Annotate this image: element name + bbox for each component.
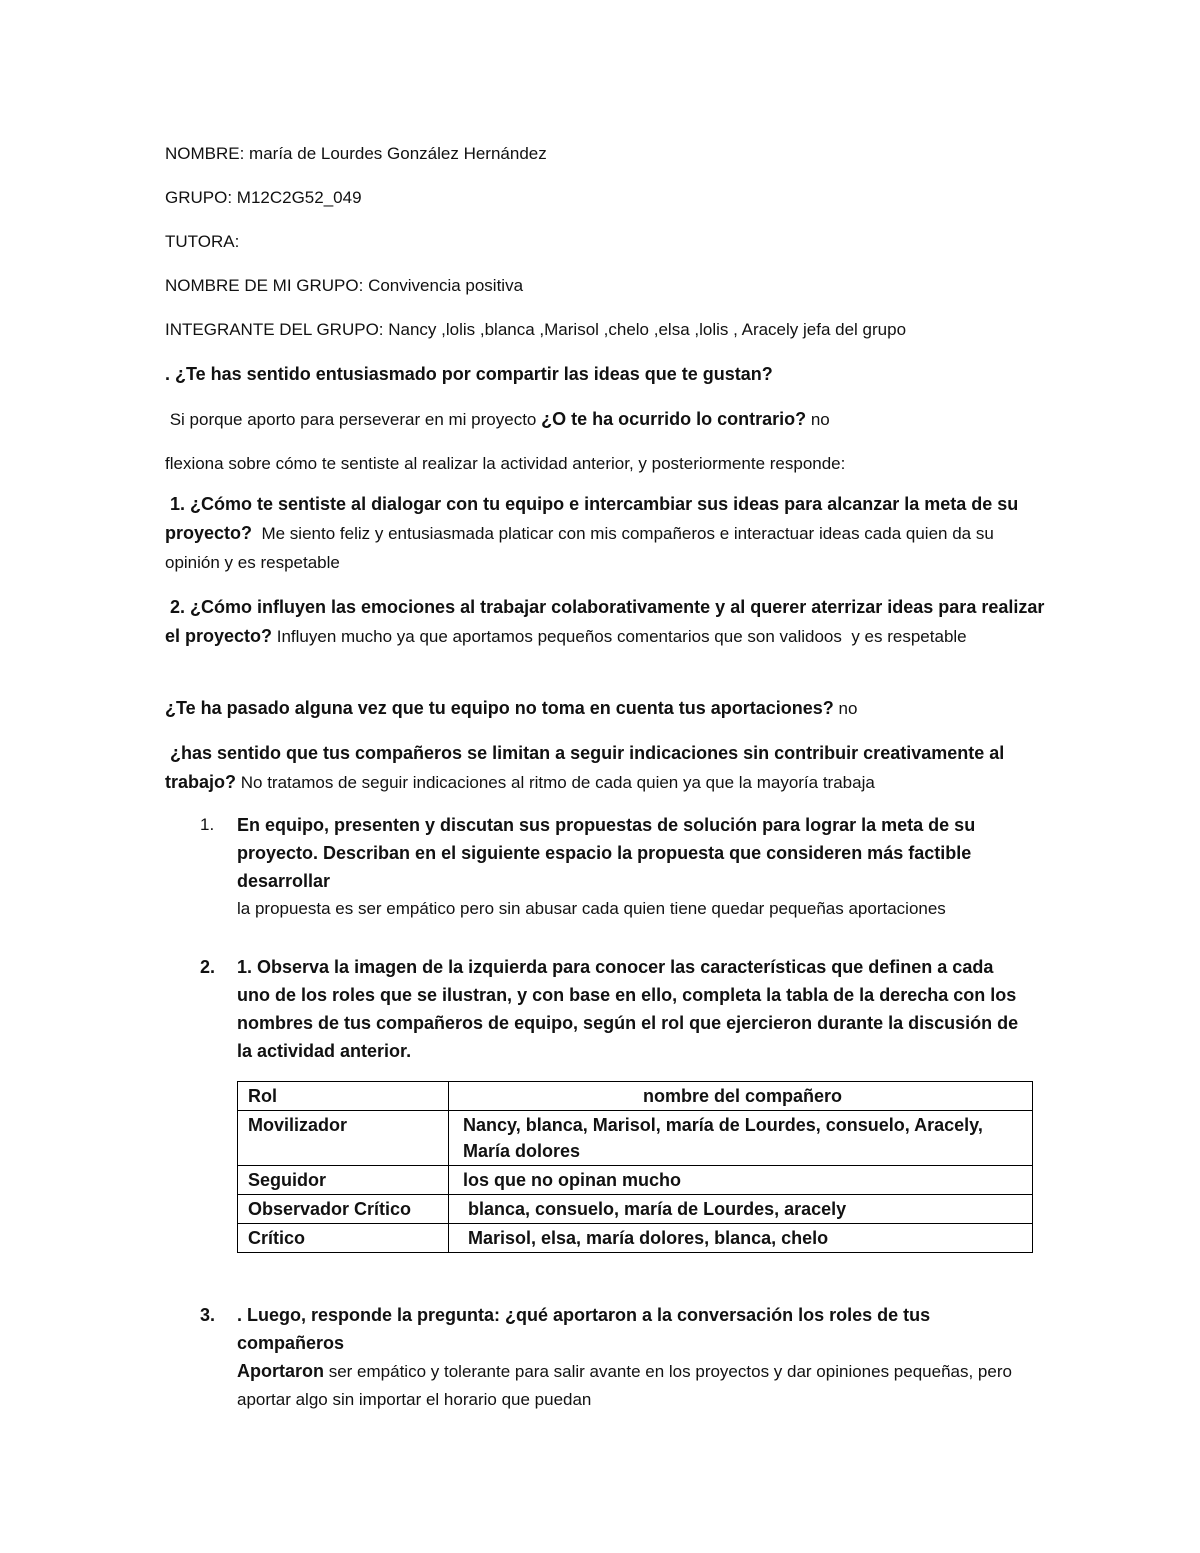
- answer-rest: ser empático y tolerante para salir avante en los proyectos y dar opiniones pequeñas, pero aportar algo sin importar el horario que puedan: [237, 1362, 1012, 1409]
- table-cell: Crítico: [238, 1224, 449, 1253]
- answer-enthusiasm-text: Si porque aporto para perseverar en mi proyecto: [165, 410, 542, 429]
- answer-1: Me siento feliz y entusiasmada platicar con mis compañeros e interactuar ideas cada quien da su opinión y es respetable: [165, 524, 999, 572]
- roles-table: [237, 1081, 1033, 1253]
- group-members: INTEGRANTE DEL GRUPO: Nancy ,lolis ,blanca ,Marisol ,chelo ,elsa ,lolis , Aracely jefa del grupo: [165, 320, 907, 339]
- list-item-text: En equipo, presenten y discutan sus propuestas de solución para lograr la meta de su proyecto. Describan en el siguiente espacio la propuesta que consideren más factible desarrollar: [237, 815, 976, 891]
- list-item-answer: [237, 1357, 1020, 1414]
- student-name: NOMBRE: maría de Lourdes González Hernández: [165, 144, 547, 163]
- group-code: GRUPO: M12C2G52_049: [165, 188, 362, 207]
- answer-enthusiasm: [165, 408, 830, 431]
- list-item: [200, 811, 1020, 923]
- table-row: [238, 1195, 1033, 1224]
- table-header-row: [238, 1082, 1033, 1111]
- question-1-block: [165, 490, 1045, 577]
- question-3: ¿Te ha pasado alguna vez que tu equipo no toma en cuenta tus aportaciones?: [165, 698, 834, 718]
- table-cell: blanca, consuelo, maría de Lourdes, aracely: [449, 1195, 1033, 1224]
- question-4: ¿has sentido que tus compañeros se limitan a seguir indicaciones sin contribuir creativamente al trabajo?: [165, 743, 1010, 792]
- table-header-cell: nombre del compañero: [449, 1082, 1033, 1111]
- answer-2: Influyen mucho ya que aportamos pequeños comentarios que son validoos y es respetable: [272, 627, 967, 646]
- answer-4: No tratamos de seguir indicaciones al ritmo de cada quien ya que la mayoría trabaja: [236, 773, 875, 792]
- answer-contrary: no: [806, 410, 830, 429]
- table-header-cell: Rol: [238, 1082, 449, 1111]
- list-number: 1.: [200, 815, 215, 834]
- list-item-answer: la propuesta es ser empático pero sin abusar cada quien tiene quedar pequeñas aportaciones: [237, 899, 946, 918]
- group-name: NOMBRE DE MI GRUPO: Convivencia positiva: [165, 276, 524, 295]
- list-number: 2.: [200, 957, 216, 977]
- table-cell: Marisol, elsa, maría dolores, blanca, chelo: [449, 1224, 1033, 1253]
- table-cell: Movilizador: [238, 1111, 449, 1166]
- tutor-label: TUTORA:: [165, 232, 240, 251]
- question-enthusiasm: . ¿Te has sentido entusiasmado por compartir las ideas que te gustan?: [165, 364, 773, 384]
- table-cell: Observador Crítico: [238, 1195, 449, 1224]
- list-item-text: 1. Observa la imagen de la izquierda para conocer las características que definen a cada uno de los roles que se ilustran, y con base en ello, completa la tabla de la derecha con los nombres de tus compañeros de equipo, según el rol que ejercieron durante la discusión de la actividad anterior.: [237, 957, 1019, 1061]
- list-item: [200, 1301, 1020, 1414]
- list-number: 3.: [200, 1305, 216, 1325]
- reflection-instruction: flexiona sobre cómo te sentiste al realizar la actividad anterior, y posteriormente responde:: [165, 454, 846, 473]
- table-cell: Nancy, blanca, Marisol, maría de Lourdes, consuelo, Aracely, María dolores: [449, 1111, 1033, 1166]
- table-row: [238, 1166, 1033, 1195]
- answer-3: no: [833, 699, 858, 718]
- table-cell: los que no opinan mucho: [449, 1166, 1033, 1195]
- list-item: [200, 953, 1020, 1065]
- list-item-text: . Luego, responde la pregunta: ¿qué aportaron a la conversación los roles de tus compañeros: [237, 1305, 931, 1353]
- question-1: 1. ¿Cómo te sentiste al dialogar con tu equipo e intercambiar sus ideas para alcanzar la meta de su proyecto?: [165, 494, 1024, 543]
- question-2: 2. ¿Cómo influyen las emociones al trabajar colaborativamente y al querer aterrizar ideas para realizar el proyecto?: [165, 597, 1050, 646]
- question-contrary: ¿O te ha ocurrido lo contrario?: [541, 409, 807, 429]
- question-4-block: [165, 739, 1050, 797]
- table-cell: Seguidor: [238, 1166, 449, 1195]
- question-2-block: [165, 593, 1050, 651]
- answer-lead: Aportaron: [237, 1361, 324, 1381]
- table-row: [238, 1224, 1033, 1253]
- table-row: [238, 1111, 1033, 1166]
- question-3-block: [165, 694, 1045, 723]
